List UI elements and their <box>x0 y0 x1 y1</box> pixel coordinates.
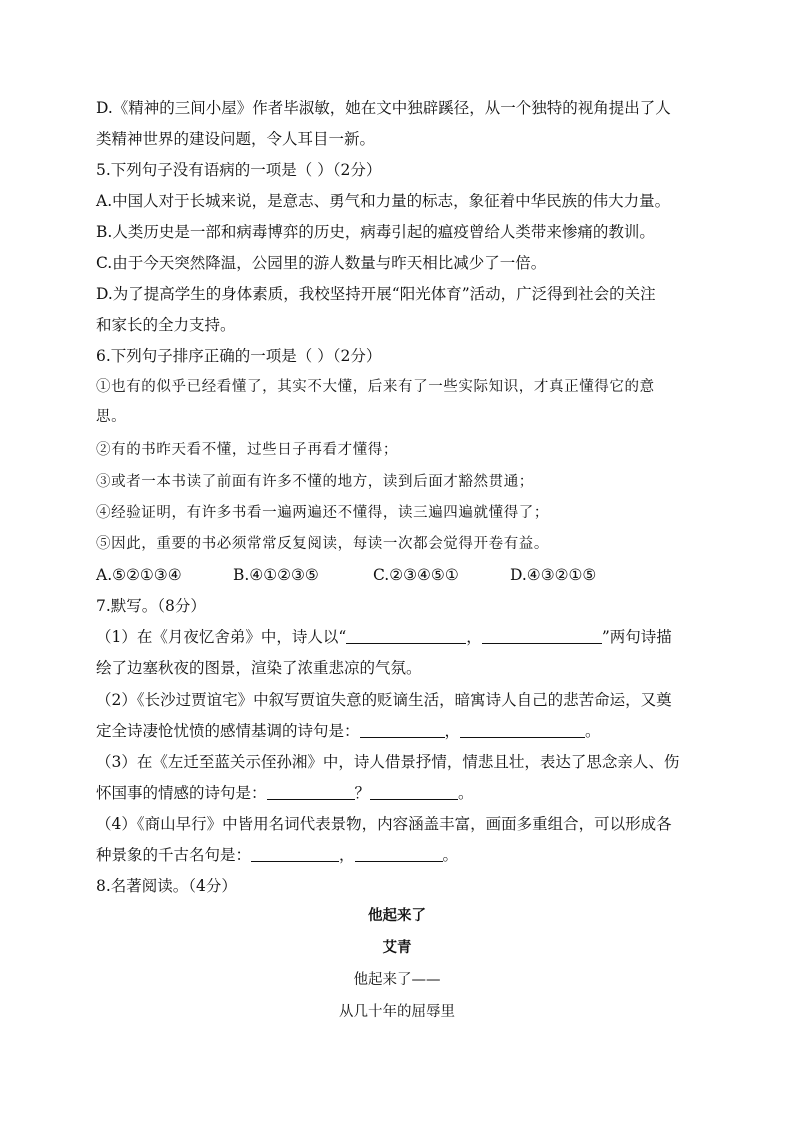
q7-part1-comma: ， <box>466 628 482 646</box>
q6-sentence-4: ④经验证明，有许多书看一遍两遍还不懂得，读三遍四遍就懂得了； <box>96 505 549 521</box>
answer-blank[interactable] <box>346 629 466 644</box>
q6-options <box>96 565 596 585</box>
q7-part4-comma: ， <box>339 846 355 864</box>
q7-part2-comma: ， <box>444 722 461 740</box>
q6-sentence-3: ③或者一本书读了前面有许多不懂的地方，读到后面才豁然贯通； <box>96 474 534 490</box>
q7-part4-period: 。 <box>442 846 459 864</box>
q6-option-c: C.②③④⑤① <box>373 566 459 584</box>
q4-option-d-line2: 类精神世界的建设问题，令人耳目一新。 <box>96 130 376 148</box>
answer-blank[interactable] <box>370 785 458 800</box>
q7-part3-question-mark: ？ <box>354 784 371 802</box>
q7-part1-text: （1）在《月夜忆舍弟》中，诗人以“ <box>96 628 347 646</box>
q5-option-d-line1: D.为了提高学生的身体素质，我校坚持开展“阳光体育”活动，广泛得到社会的关注 <box>96 285 656 303</box>
q8-stem: 8.名著阅读。（4分） <box>96 877 237 895</box>
poem-author: 艾青 <box>382 939 412 956</box>
q5-option-c: C.由于今天突然降温，公园里的游人数量与昨天相比减少了一倍。 <box>96 254 547 272</box>
answer-blank[interactable] <box>360 723 445 738</box>
q7-part1-line2: 绘了边塞秋夜的图景，渲染了浓重悲凉的气氛。 <box>96 659 422 677</box>
q7-part4-line2 <box>96 845 458 865</box>
answer-blank[interactable] <box>460 723 585 738</box>
answer-blank[interactable] <box>251 847 339 862</box>
q4-option-d-line1: D.《精神的三间小屋》作者毕淑敏，她在文中独辟蹊径，从一个独特的视角提出了人 <box>96 99 671 117</box>
q7-part4-line1: （4）《商山早行》中皆用名词代表景物，内容涵盖丰富，画面多重组合，可以形成各 <box>96 815 672 833</box>
q7-part2-text: 定全诗凄怆忧愤的感情基调的诗句是： <box>96 722 360 740</box>
q7-part3-period: 。 <box>458 784 474 802</box>
q7-part4-text: 种景象的千古名句是： <box>96 846 252 864</box>
q6-sentence-1-line1: ①也有的似乎已经看懂了，其实不大懂，后来有了一些实际知识，才真正懂得它的意 <box>96 379 655 395</box>
q7-part3-line2 <box>96 783 474 803</box>
q6-option-a: A.⑤②①③④ <box>96 566 182 584</box>
q7-part1-line1 <box>96 627 672 647</box>
q7-part2-line2 <box>96 721 601 741</box>
q6-sentence-2: ②有的书昨天看不懂，过些日子再看才懂得； <box>96 442 398 458</box>
q6-option-b: B.④①②③⑤ <box>233 566 319 584</box>
answer-blank[interactable] <box>355 847 443 862</box>
q7-part1-text-end: ”两句诗描 <box>601 628 672 646</box>
q7-part3-text: 怀国事的情感的诗句是： <box>96 784 267 802</box>
poem-line-2: 从几十年的屈辱里 <box>339 1004 455 1020</box>
q6-sentence-1-line2: 思。 <box>96 409 127 425</box>
q7-part2-period: 。 <box>585 722 601 740</box>
q5-option-a: A.中国人对于长城来说，是意志、勇气和力量的标志，象征着中华民族的伟大力量。 <box>96 192 671 210</box>
q7-stem: 7.默写。（8分） <box>96 597 206 615</box>
q7-part2-line1: （2）《长沙过贾谊宅》中叙写贾谊失意的贬谪生活，暗寓诗人自己的悲苦命运，又奠 <box>96 691 672 709</box>
q6-option-d: D.④③②①⑤ <box>510 566 597 584</box>
poem-title: 他起来了 <box>368 907 426 924</box>
q5-option-b: B.人类历史是一部和病毒博弈的历史，病毒引起的瘟疫曾给人类带来惨痛的教训。 <box>96 223 655 241</box>
q6-sentence-5: ⑤因此，重要的书必须常常反复阅读，每读一次都会觉得开卷有益。 <box>96 536 549 552</box>
poem-line-1: 他起来了—— <box>353 972 441 988</box>
q6-stem: 6.下列句子排序正确的一项是（ ）（2分） <box>96 347 382 365</box>
q5-stem: 5.下列句子没有语病的一项是（ ）（2分） <box>96 161 382 179</box>
q5-option-d-line2: 和家长的全力支持。 <box>96 316 236 334</box>
answer-blank[interactable] <box>267 785 355 800</box>
answer-blank[interactable] <box>482 629 602 644</box>
q7-part3-line1: （3）在《左迁至蓝关示侄孙湘》中，诗人借景抒情，情悲且壮，表达了思念亲人、伤 <box>96 753 680 771</box>
